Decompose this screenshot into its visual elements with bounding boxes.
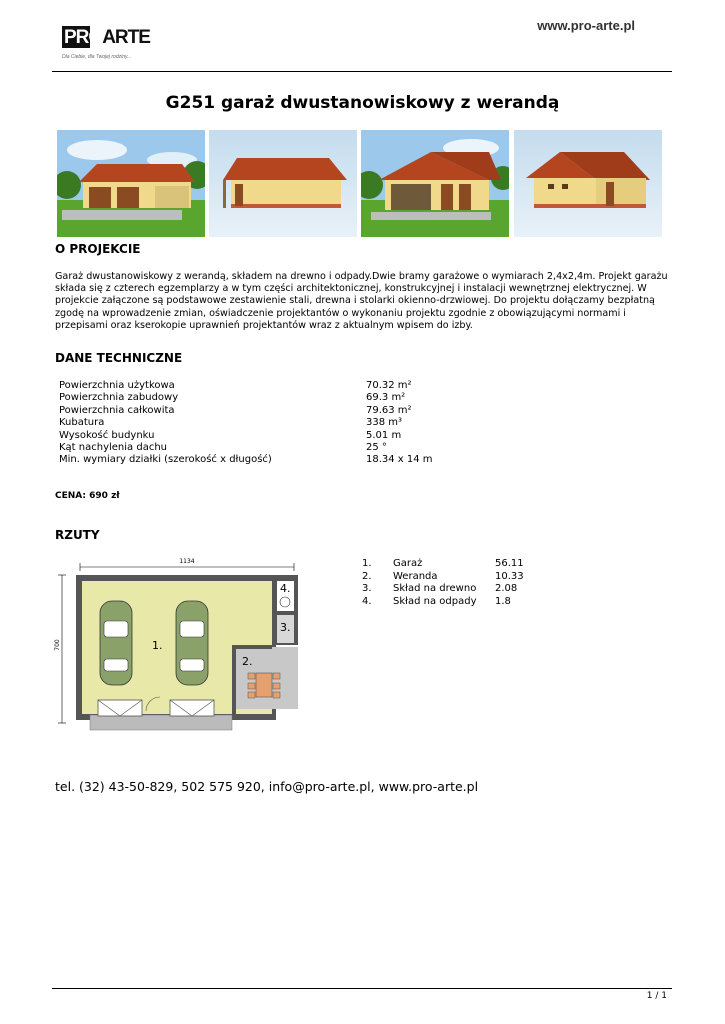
render-side-svg [209,130,357,237]
page-title: G251 garaż dwustanowiskowy z werandą [165,93,560,113]
tech-row [59,430,479,442]
room-name: Skład na odpady [393,595,477,607]
tech-label: Powierzchnia zabudowy [59,392,179,404]
tech-row [59,417,479,429]
header-divider [52,71,672,72]
logo-text-rest: ARTE [102,27,150,48]
tech-row [59,380,479,392]
tech-value: 338 m³ [366,417,403,429]
room-name: Skład na drewno [393,583,477,595]
plans-heading: RZUTY [55,528,100,542]
floor-plan-svg [52,555,302,735]
about-text: Garaż dwustanowiskowy z werandą, składem na drewno i odpady.Dwie bramy garażowe o wymiarach 2,4x2,4m. Projekt garażu składa się z czterech egzemplarzy a w tym części architektonicznej, konstrukcyjnej i instalacji wewnętrznej elektrycznej. W projekcie załączone są podstawowe zestawienie stali, drewna i stolarki okienno-drzwiowej. Do projektu dołączamy bezpłatną zgodę na wprowadzenie zmian, oświadczenie projektantów o wykonaniu projektu zgodnie z obowiązującymi normami i przepisami oraz kserokopie uprawnień projektantów wraz z aktualnym wpisem do izby. [55,271,668,331]
about-heading: O PROJEKCIE [55,242,141,256]
list-item [362,583,562,596]
tech-row [59,442,479,454]
footer-divider [52,988,672,989]
room-name: Weranda [393,570,438,582]
tech-row [59,405,479,417]
room-list [362,558,562,608]
car-2-icon [176,601,208,685]
room-label-4: 4. [280,582,291,595]
table-icon [248,673,280,698]
tech-label: Powierzchnia użytkowa [59,380,175,391]
tech-value: 79.63 m² [366,404,412,416]
tech-label: Powierzchnia całkowita [59,404,175,416]
tech-value: 25 ° [366,441,387,453]
tech-label: Wysokość budynku [59,429,155,441]
tech-value: 70.32 m² [366,380,412,391]
tech-heading: DANE TECHNICZNE [55,351,183,365]
room-no: 3. [362,583,372,595]
list-item [362,596,562,609]
plan-dim-top: 1134 [179,558,195,565]
list-item [362,558,562,571]
tech-label: Kąt nachylenia dachu [59,441,168,453]
room-area: 1.8 [495,595,511,607]
room-label-2: 2. [242,655,253,668]
contact-info[interactable]: tel. (32) 43-50-829, 502 575 920, info@pro-arte.pl, www.pro-arte.pl [55,779,479,794]
room-area: 2.08 [495,583,518,595]
room-no: 1. [362,558,372,569]
logo[interactable] [62,26,148,66]
render-front-svg [57,130,205,237]
list-item [362,571,562,584]
photo-side-view [209,130,357,237]
render-veranda-svg [361,130,509,237]
car-1-icon [100,601,132,685]
price: CENA: 690 zł [55,491,120,501]
room-label-1: 1. [152,639,163,652]
tech-label: Min. wymiary działki (szerokość x długość) [59,454,272,466]
photo-front-view [57,130,205,237]
photo-veranda-view [361,130,509,237]
page-number: 1 / 1 [646,991,667,1001]
tech-row [59,392,479,404]
tech-value: 69.3 m² [366,392,406,404]
room-no: 2. [362,570,372,582]
room-area: 56.11 [495,558,524,569]
room-no: 4. [362,595,372,607]
tech-label: Kubatura [59,417,105,429]
room-label-3: 3. [280,621,291,634]
tech-table [59,380,479,467]
tech-row [59,454,479,466]
room-name: Garaż [393,558,423,569]
floor-plan [52,555,302,735]
photo-rear-view [514,130,662,237]
site-url[interactable]: www.pro-arte.pl [537,18,635,33]
logo-text-box: PRO [64,27,103,48]
plan-dim-side: 700 [54,639,61,651]
logo-tagline: Dla Ciebie, dla Twojej rodziny... [62,54,132,60]
logo-text [64,27,150,49]
tech-value: 18.34 x 14 m [366,454,433,466]
render-rear-svg [514,130,662,237]
room-area: 10.33 [495,570,524,582]
tech-value: 5.01 m [366,429,402,441]
